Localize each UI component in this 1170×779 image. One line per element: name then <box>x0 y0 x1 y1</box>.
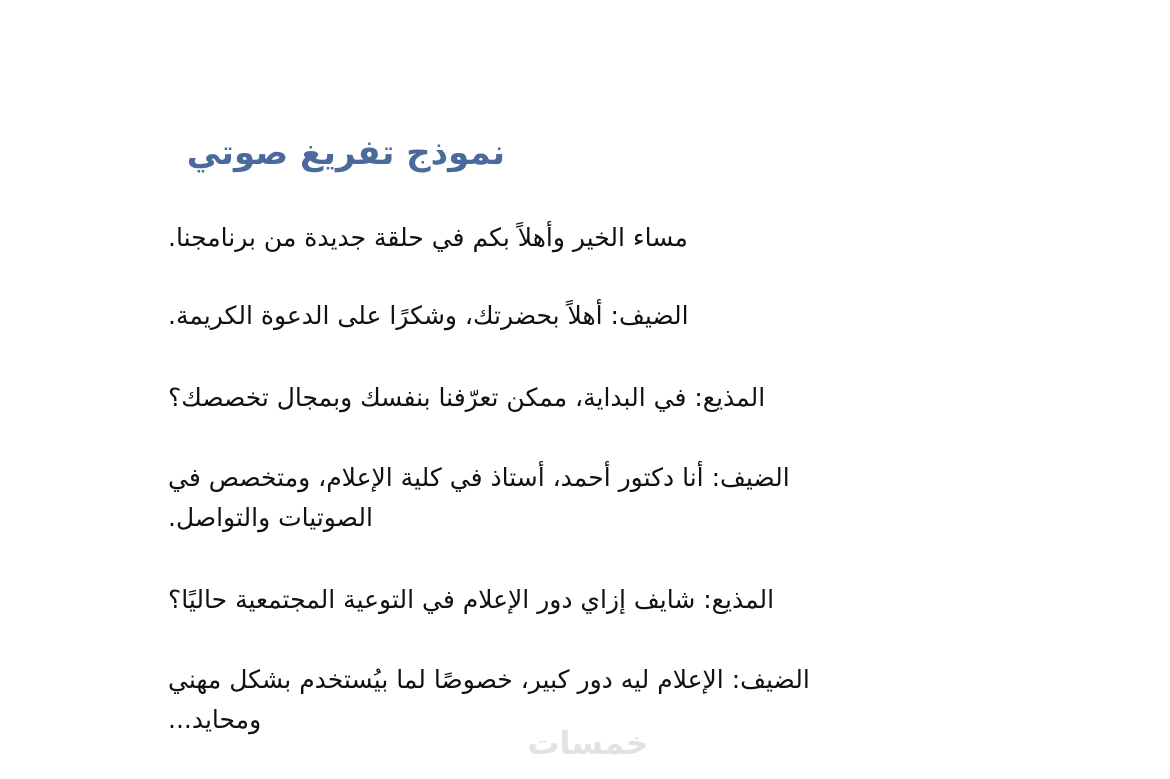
transcript-line: المذيع: في البداية، ممكن تعرّفنا بنفسك وبمجال تخصصك؟ <box>168 383 766 412</box>
transcript-line: الضيف: أنا دكتور أحمد، أستاذ في كلية الإعلام، ومتخصص في <box>168 463 790 492</box>
transcript-line: الضيف: الإعلام ليه دور كبير، خصوصًا لما بيُستخدم بشكل مهني <box>168 665 810 694</box>
khamsat-watermark: خمسات <box>527 724 649 762</box>
transcript-paragraph <box>168 458 918 538</box>
transcript-line: الضيف: أهلاً بحضرتك، وشكرًا على الدعوة الكريمة. <box>168 301 689 330</box>
transcript-line: المذيع: شايف إزاي دور الإعلام في التوعية المجتمعية حاليًا؟ <box>168 585 775 614</box>
transcript-paragraph <box>168 296 768 336</box>
transcript-line: مساء الخير وأهلاً بكم في حلقة جديدة من برنامجنا. <box>168 223 688 252</box>
transcript-line: الصوتيات والتواصل. <box>168 503 373 532</box>
transcript-paragraph <box>168 580 858 620</box>
transcript-paragraph <box>168 378 848 418</box>
transcript-paragraph <box>168 218 768 258</box>
transcript-line: ومحايد... <box>168 705 262 734</box>
document-title: نموذج تفريغ صوتي <box>186 132 505 173</box>
